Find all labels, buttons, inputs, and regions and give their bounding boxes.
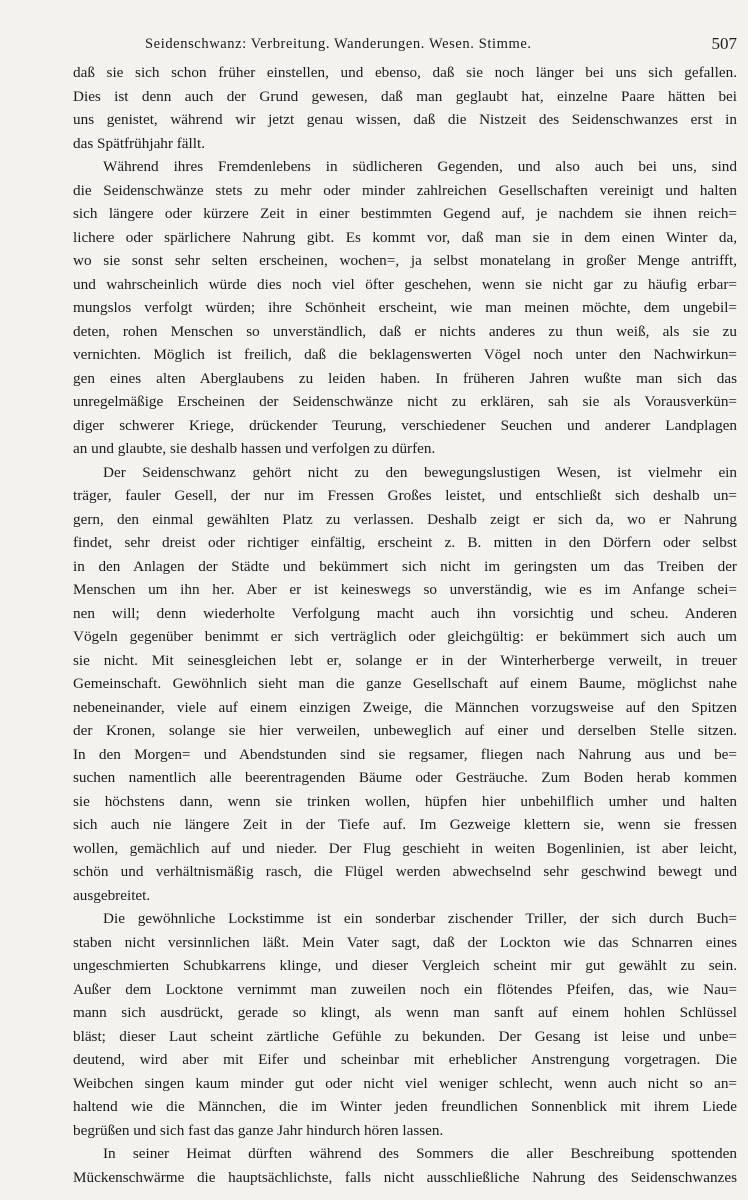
text-line: und wahrscheinlich würde dies noch viel öfter geschehen, wenn sie nicht gar zu häufig erbar= — [73, 275, 737, 293]
text-line: schön und verhältnismäßig rasch, die Flügel werden abwechselnd sehr geschwind bewegt und — [73, 863, 737, 880]
text-line: mungslos verfolgt würden; ihre Schönheit erscheint, wie man meinen möchte, dem ungebil= — [73, 299, 737, 316]
text-line: Vögeln gegenüber benimmt er sich verträglich oder gleichgültig: er bekümmert sich auch um — [73, 628, 737, 645]
text-line: lichere oder spärlichere Nahrung gibt. Es kommt vor, daß man sie in dem einen Winter da, — [73, 228, 737, 246]
text-line: Menschen um ihn her. Aber er ist keineswegs so unverständig, wie es im Anfange schei= — [73, 581, 737, 598]
paragraph — [73, 155, 737, 461]
text-line: das Spätfrühjahr fällt. — [73, 134, 206, 152]
text-line: Dies ist denn auch der Grund gewesen, daß man geglaubt hat, einzelne Paare hätten bei — [73, 87, 737, 105]
text-line: die Seidenschwänze stets zu mehr oder minder zahlreichen Gesellschaften vereinigt und halten — [73, 181, 737, 199]
text-line: In seiner Heimat dürften während des Sommers die aller Beschreibung spottenden — [103, 1145, 737, 1162]
text-line: wollen, gemächlich auf und nieder. Der Flug geschieht in weiten Bogenlinien, ist aber leicht, — [73, 839, 737, 857]
text-line: deutend, wird aber mit Eifer und scheinbar mit erheblicher Anstrengung vorgetragen. Die — [73, 1051, 737, 1068]
text-line: mann sich ausdrückt, gerade so klingt, als wenn man sanft auf einem hohlen Schlüssel — [73, 1004, 737, 1021]
text-line: der Kronen, solange sie hier verweilen, unbeweglich auf einer und derselben Stelle sitzen. — [73, 722, 737, 739]
page-header — [73, 36, 737, 58]
text-line: Mückenschwärme die hauptsächlichste, falls nicht ausschließliche Nahrung des Seidenschwanzes — [73, 1168, 737, 1186]
paragraph — [73, 461, 737, 908]
text-line: sich auch nie längere Zeit in der Tiefe auf. Im Gezweige klettern sie, wenn sie fressen — [73, 816, 737, 833]
text-line: wo sie sonst sehr selten erscheinen, wochen=, ja selbst monatelang in großer Menge antrifft, — [73, 252, 737, 269]
running-title: Seidenschwanz: Verbreitung. Wanderungen. Wesen. Stimme. — [145, 36, 532, 52]
text-line: Weibchen singen kaum minder gut oder nicht viel weniger schlecht, wenn auch nicht so an= — [73, 1074, 737, 1092]
paragraph — [73, 61, 737, 155]
text-line: sie nicht. Mit seinesgleichen lebt er, solange er in der Winterherberge verweilt, in treuer — [73, 651, 737, 669]
text-line: vernichten. Möglich ist freilich, daß die beklagenswerten Vögel noch unter den Nachwirkun= — [73, 346, 737, 363]
text-line: deten, rohen Menschen so unverständlich, daß er nichts anderes zu thun weiß, als sie zu — [73, 322, 737, 340]
text-line: begrüßen und sich fast das ganze Jahr hindurch hören lassen. — [73, 1121, 444, 1139]
text-line: unregelmäßige Erscheinen der Seidenschwänze nicht zu erklären, sah sie als Vorausverkün= — [73, 393, 737, 410]
text-line: gen eines alten Aberglaubens zu leiden haben. In früheren Jahren wußte man sich das — [73, 369, 737, 387]
text-line: staben nicht versinnlichen läßt. Mein Vater sagt, daß der Lockton wie das Schnarren eines — [73, 933, 737, 951]
body-text — [73, 61, 737, 1189]
text-line: Außer dem Locktone vernimmt man zuweilen noch ein flötendes Pfeifen, das, wie Nau= — [73, 980, 737, 998]
text-line: an und glaubte, sie deshalb hassen und verfolgen zu dürfen. — [73, 440, 436, 457]
text-line: sie höchstens dann, wenn sie trinken wollen, hüpfen hier unbehilflich umher und halten — [73, 792, 737, 810]
text-line: Während ihres Fremdenlebens in südlicheren Gegenden, und also auch bei uns, sind — [103, 158, 737, 175]
text-line: ausgebreitet. — [73, 886, 151, 904]
text-line: Gemeinschaft. Gewöhnlich sieht man die ganze Gesellschaft auf einem Baume, möglichst nahe — [73, 675, 737, 692]
text-line: in den Anlagen der Städte und bekümmert sich nicht im geringsten um das Treiben der — [73, 557, 737, 575]
text-line: Der Seidenschwanz gehört nicht zu den bewegungslustigen Wesen, ist vielmehr ein — [103, 463, 737, 481]
text-line: suchen namentlich alle beerentragenden Bäume oder Gesträuche. Zum Boden herab kommen — [73, 769, 737, 786]
text-line: bläst; dieser Laut scheint zärtliche Gefühle zu bekunden. Der Gesang ist leise und unbe= — [73, 1027, 737, 1045]
paragraph — [73, 1142, 737, 1189]
page-number: 507 — [711, 34, 737, 53]
text-line: gern, den einmal gewählten Platz zu verlassen. Deshalb zeigt er sich da, wo er Nahrung — [73, 510, 737, 528]
text-line: uns genistet, während wir jetzt genau wissen, daß die Nistzeit des Seidenschwanzes erst in — [73, 111, 737, 128]
text-line: daß sie sich schon früher einstellen, und ebenso, daß sie noch länger bei uns sich gefallen. — [73, 64, 737, 81]
text-line: sich längere oder kürzere Zeit in einer bestimmten Gegend auf, je nachdem sie ihnen reich= — [73, 205, 737, 222]
text-line: findet, sehr dreist oder richtiger einfältig, erscheint z. B. mitten in den Dörfern oder selbst — [73, 534, 737, 551]
paragraph — [73, 907, 737, 1142]
text-line: nen will; denn wiederholte Verfolgung macht auch ihn vorsichtig und scheu. Anderen — [73, 604, 737, 622]
text-line: träger, fauler Gesell, der nur im Fressen Großes leistet, und entschließt sich deshalb un= — [73, 487, 737, 504]
text-line: haltend wie die Männchen, die im Winter jeden freundlichen Sonnenblick mit ihrem Liede — [73, 1098, 737, 1115]
text-line: Die gewöhnliche Lockstimme ist ein sonderbar zischender Triller, der sich durch Buch= — [103, 910, 737, 927]
text-line: ungeschmierten Schubkarrens klinge, und dieser Vergleich scheint mir gut gewählt zu sein. — [73, 957, 737, 974]
text-line: diger schwerer Kriege, drückender Teurung, verschiedener Seuchen und anderer Landplagen — [73, 416, 737, 434]
text-line: In den Morgen= und Abendstunden sind sie regsamer, fliegen nach Nahrung aus und be= — [73, 745, 737, 763]
text-line: nebeneinander, viele auf einem einzigen Zweige, die Männchen vorzugsweise auf den Spitzen — [73, 698, 737, 716]
